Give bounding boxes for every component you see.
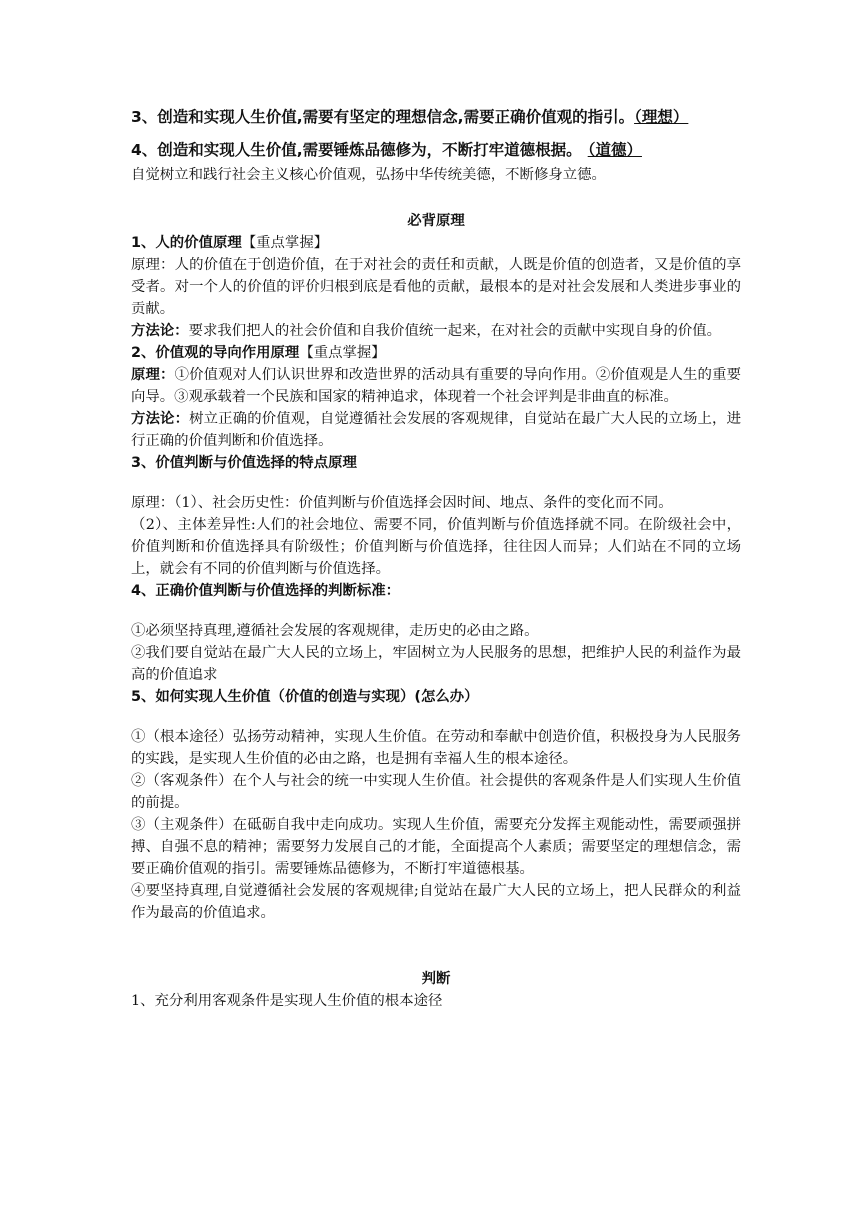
judgement-item-1: 1、充分利用客观条件是实现人生价值的根本途径 xyxy=(131,993,443,1009)
principle-1-principle: 人的价值在于创造价值，在于对社会的责任和贡献，人既是价值的创造者，又是价值的享受者。对一个人的价值的评价归根到底是看他的贡献，最根本的是对社会发展和人类进步事业的贡献。 xyxy=(131,257,741,317)
principle-1-tag: 【重点掌握】 xyxy=(241,235,329,251)
principle-4-heading: 4、正确价值判断与价值选择的判断标准： xyxy=(131,583,401,599)
principle-5-line-1: ①（根本途径）弘扬劳动精神，实现人生价值。在劳动和奉献中创造价值，积极投身为人民服务的实践，是实现人生价值的必由之路，也是拥有幸福人生的根本途径。 xyxy=(131,729,741,767)
principle-3-heading: 3、价值判断与价值选择的特点原理 xyxy=(131,455,357,471)
principle-5-line-3: ③（主观条件）在砥砺自我中走向成功。实现人生价值，需要充分发挥主观能动性，需要顽强拼搏、自强不息的精神；需要努力发展自己的才能，全面提高个人素质；需要坚定的理想信念，需要正确价值观的指引。需要锤炼品德修为，不断打牢道德根基。 xyxy=(131,817,741,877)
principle-2-heading-text: 2、价值观的导向作用原理 xyxy=(131,345,300,361)
principle-1-body xyxy=(131,254,741,320)
intro-item-4-tag: （道德） xyxy=(587,141,642,159)
principle-2-tag: 【重点掌握】 xyxy=(299,345,386,361)
principle-1-heading-text: 1、人的价值原理 xyxy=(131,235,242,251)
intro-note: 自觉树立和践行社会主义核心价值观，弘扬中华传统美德，不断修身立德。 xyxy=(131,167,606,183)
principle-2-method-text: 树立正确的价值观，自觉遵循社会发展的客观规律，自觉站在最广大人民的立场上，进行正确的价值判断和价值选择。 xyxy=(131,411,741,449)
intro-item-3 xyxy=(131,104,741,131)
principle-3-line-2: （2）、主体差异性:人们的社会地位、需要不同，价值判断与价值选择就不同。在阶级社会中，价值判断和价值选择具有阶级性；价值判断与价值选择，往往因人而异；人们站在不同的立场上，就会有不同的价值判断与价值选择。 xyxy=(131,517,741,577)
document-page xyxy=(131,104,741,1012)
principle-1-method-label: 方法论： xyxy=(131,323,189,339)
principle-4-line-2: ②我们要自觉站在最广大人民的立场上，牢固树立为人民服务的思想，把维护人民的利益作为最高的价值追求 xyxy=(131,645,741,683)
principle-1-method-text: 要求我们把人的社会价值和自我价值统一起来，在对社会的贡献中实现自身的价值。 xyxy=(188,323,722,339)
principle-2-principle: ①价值观对人们认识世界和改造世界的活动具有重要的导向作用。②价值观是人生的重要向导。③观承载着一个民族和国家的精神追求，体现着一个社会评判是非曲直的标准。 xyxy=(131,367,741,405)
principle-1-method xyxy=(131,320,741,342)
principle-1-principle-label: 原理： xyxy=(131,257,175,273)
principle-3-line-1: 原理：（1）、社会历史性：价值判断与价值选择会因时间、地点、条件的变化而不同。 xyxy=(131,495,673,511)
judgement-title: 判断 xyxy=(421,971,451,987)
principle-5-line-4: ④要坚持真理,自觉遵循社会发展的客观规律;自觉站在最广大人民的立场上，把人民群众的利益作为最高的价值追求。 xyxy=(131,883,741,921)
principle-4-line-1: ①必须坚持真理,遵循社会发展的客观规律，走历史的必由之路。 xyxy=(131,623,539,639)
intro-item-3-tag: （理想） xyxy=(634,108,689,126)
principle-2-principle-label: 原理： xyxy=(131,367,175,383)
principle-2-heading xyxy=(131,342,741,364)
intro-item-3-text: 3、创造和实现人生价值,需要有坚定的理想信念,需要正确价值观的指引。 xyxy=(131,108,635,126)
intro-item-4-text: 4、创造和实现人生价值,需要锤炼品德修为，不断打牢道德根据。 xyxy=(131,141,582,159)
principle-1-heading xyxy=(131,232,741,254)
principle-5-line-2: ②（客观条件）在个人与社会的统一中实现人生价值。社会提供的客观条件是人们实现人生价值的前提。 xyxy=(131,773,741,811)
principle-5-heading: 5、如何实现人生价值（价值的创造与实现）(怎么办） xyxy=(131,689,479,705)
principle-2-method xyxy=(131,408,741,452)
intro-item-4 xyxy=(131,137,741,164)
principle-2-body xyxy=(131,364,741,408)
principle-2-method-label: 方法论： xyxy=(131,411,190,427)
principles-title: 必背原理 xyxy=(407,213,465,229)
